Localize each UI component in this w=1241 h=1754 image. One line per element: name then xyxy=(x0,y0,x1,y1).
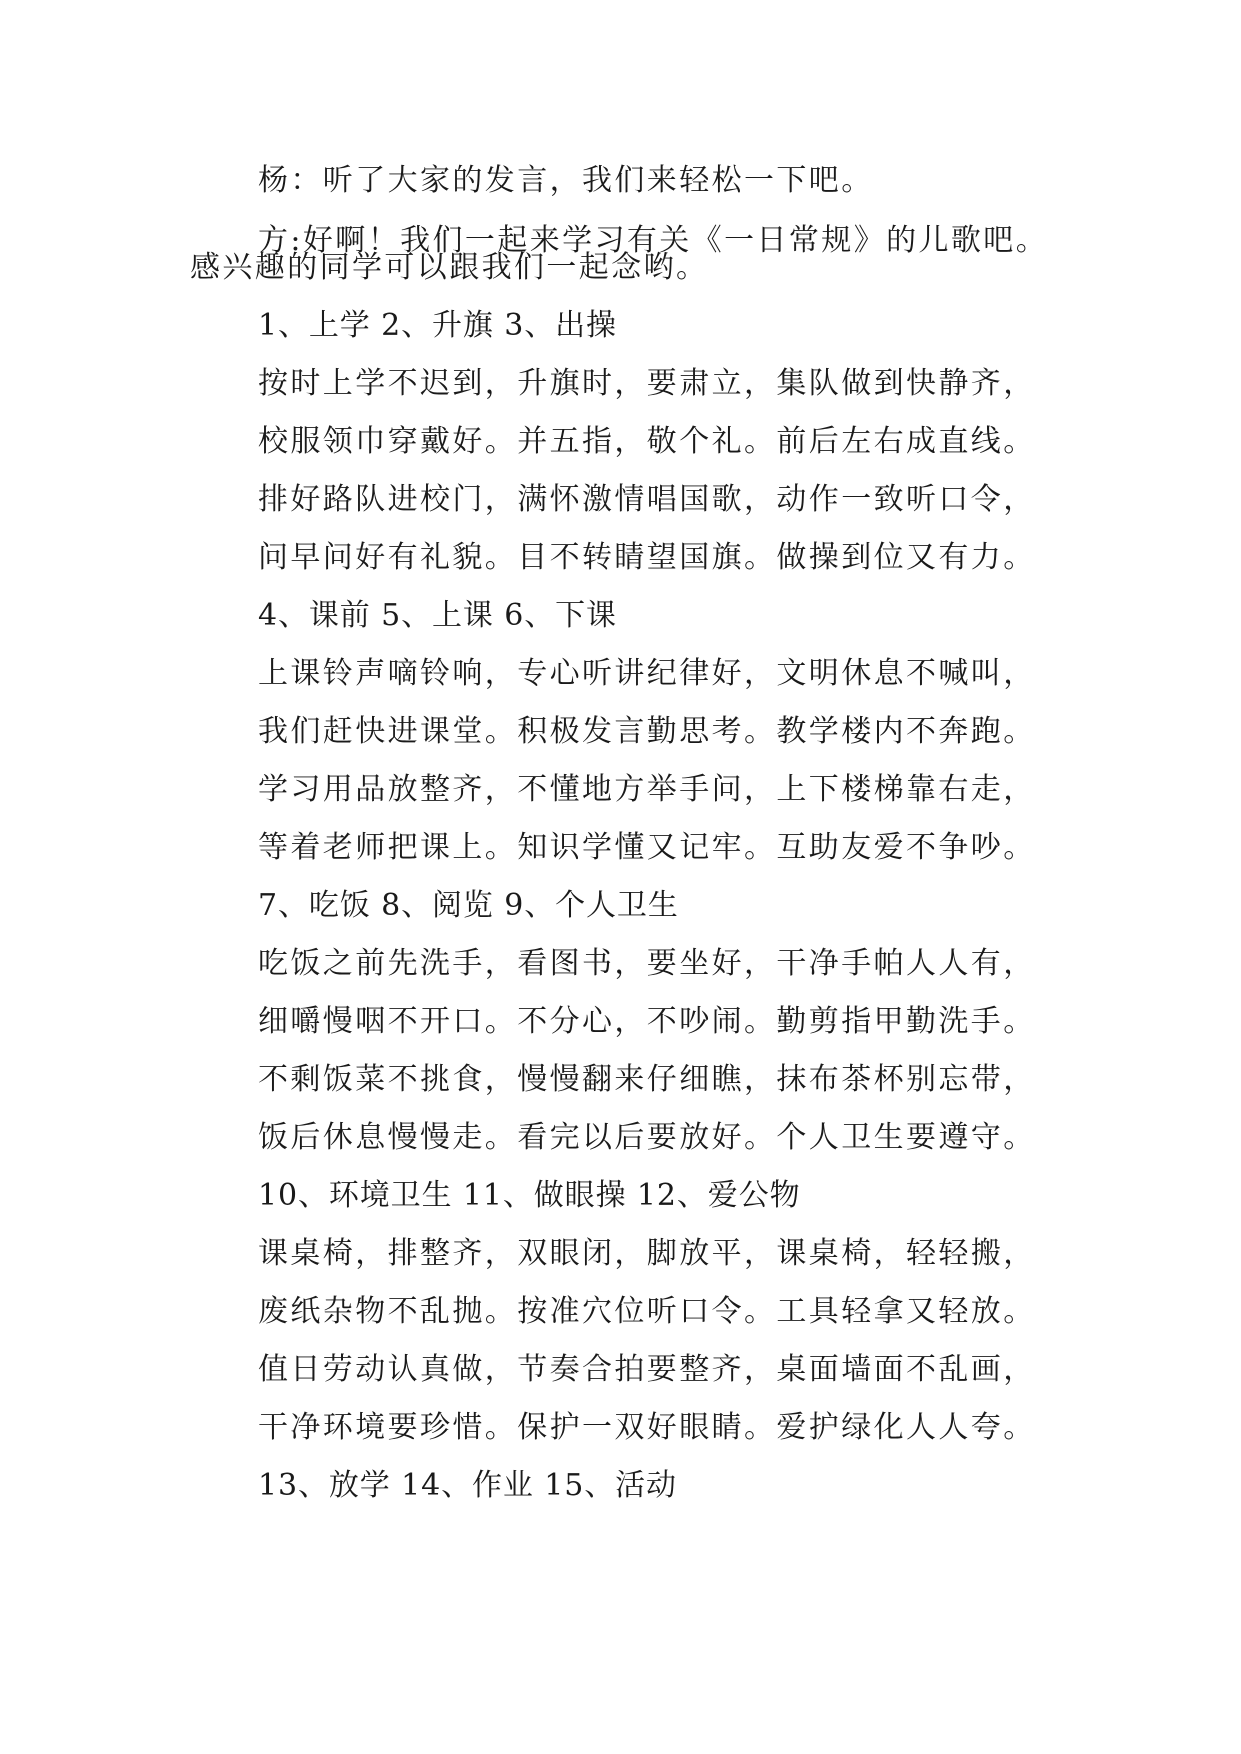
verse-line: 值日劳动认真做，节奏合拍要整齐，桌面墙面不乱画， xyxy=(258,1352,1036,1387)
verse-line: 学习用品放整齐，不懂地方举手问，上下楼梯靠右走， xyxy=(258,772,1036,807)
section-heading-3: 7、吃饭 8、阅览 9、个人卫生 xyxy=(258,888,679,923)
verse-line: 排好路队进校门，满怀激情唱国歌，动作一致听口令， xyxy=(258,482,1036,517)
verse-line: 我们赶快进课堂。积极发言勤思考。教学楼内不奔跑。 xyxy=(258,714,1036,749)
dialogue-yang: 杨：听了大家的发言，我们来轻松一下吧。 xyxy=(258,163,874,198)
verse-line: 废纸杂物不乱抛。按准穴位听口令。工具轻拿又轻放。 xyxy=(258,1294,1036,1329)
dialogue-fang-continued: 感兴趣的同学可以跟我们一起念哟。 xyxy=(190,250,709,285)
dialogue-fang: 方:好啊！我们一起来学习有关《一日常规》的儿歌吧。 xyxy=(258,223,1049,258)
verse-line: 按时上学不迟到，升旗时，要肃立，集队做到快静齐， xyxy=(258,366,1036,401)
verse-line: 细嚼慢咽不开口。不分心，不吵闹。勤剪指甲勤洗手。 xyxy=(258,1004,1036,1039)
verse-line: 吃饭之前先洗手，看图书，要坐好，干净手帕人人有， xyxy=(258,946,1036,981)
verse-line: 上课铃声嘀铃响，专心听讲纪律好，文明休息不喊叫， xyxy=(258,656,1036,691)
verse-line: 饭后休息慢慢走。看完以后要放好。个人卫生要遵守。 xyxy=(258,1120,1036,1155)
section-heading-2: 4、课前 5、上课 6、下课 xyxy=(258,598,617,633)
verse-line: 等着老师把课上。知识学懂又记牢。互助友爱不争吵。 xyxy=(258,830,1036,865)
verse-line: 校服领巾穿戴好。并五指，敬个礼。前后左右成直线。 xyxy=(258,424,1036,459)
section-heading-1: 1、上学 2、升旗 3、出操 xyxy=(258,308,617,343)
verse-line: 不剩饭菜不挑食，慢慢翻来仔细瞧，抹布茶杯别忘带， xyxy=(258,1062,1036,1097)
verse-line: 问早问好有礼貌。目不转睛望国旗。做操到位又有力。 xyxy=(258,540,1036,575)
verse-line: 干净环境要珍惜。保护一双好眼睛。爱护绿化人人夸。 xyxy=(258,1410,1036,1445)
section-heading-5: 13、放学 14、作业 15、活动 xyxy=(258,1468,677,1503)
section-heading-4: 10、环境卫生 11、做眼操 12、爱公物 xyxy=(258,1178,801,1213)
verse-line: 课桌椅，排整齐，双眼闭，脚放平，课桌椅，轻轻搬， xyxy=(258,1236,1036,1271)
